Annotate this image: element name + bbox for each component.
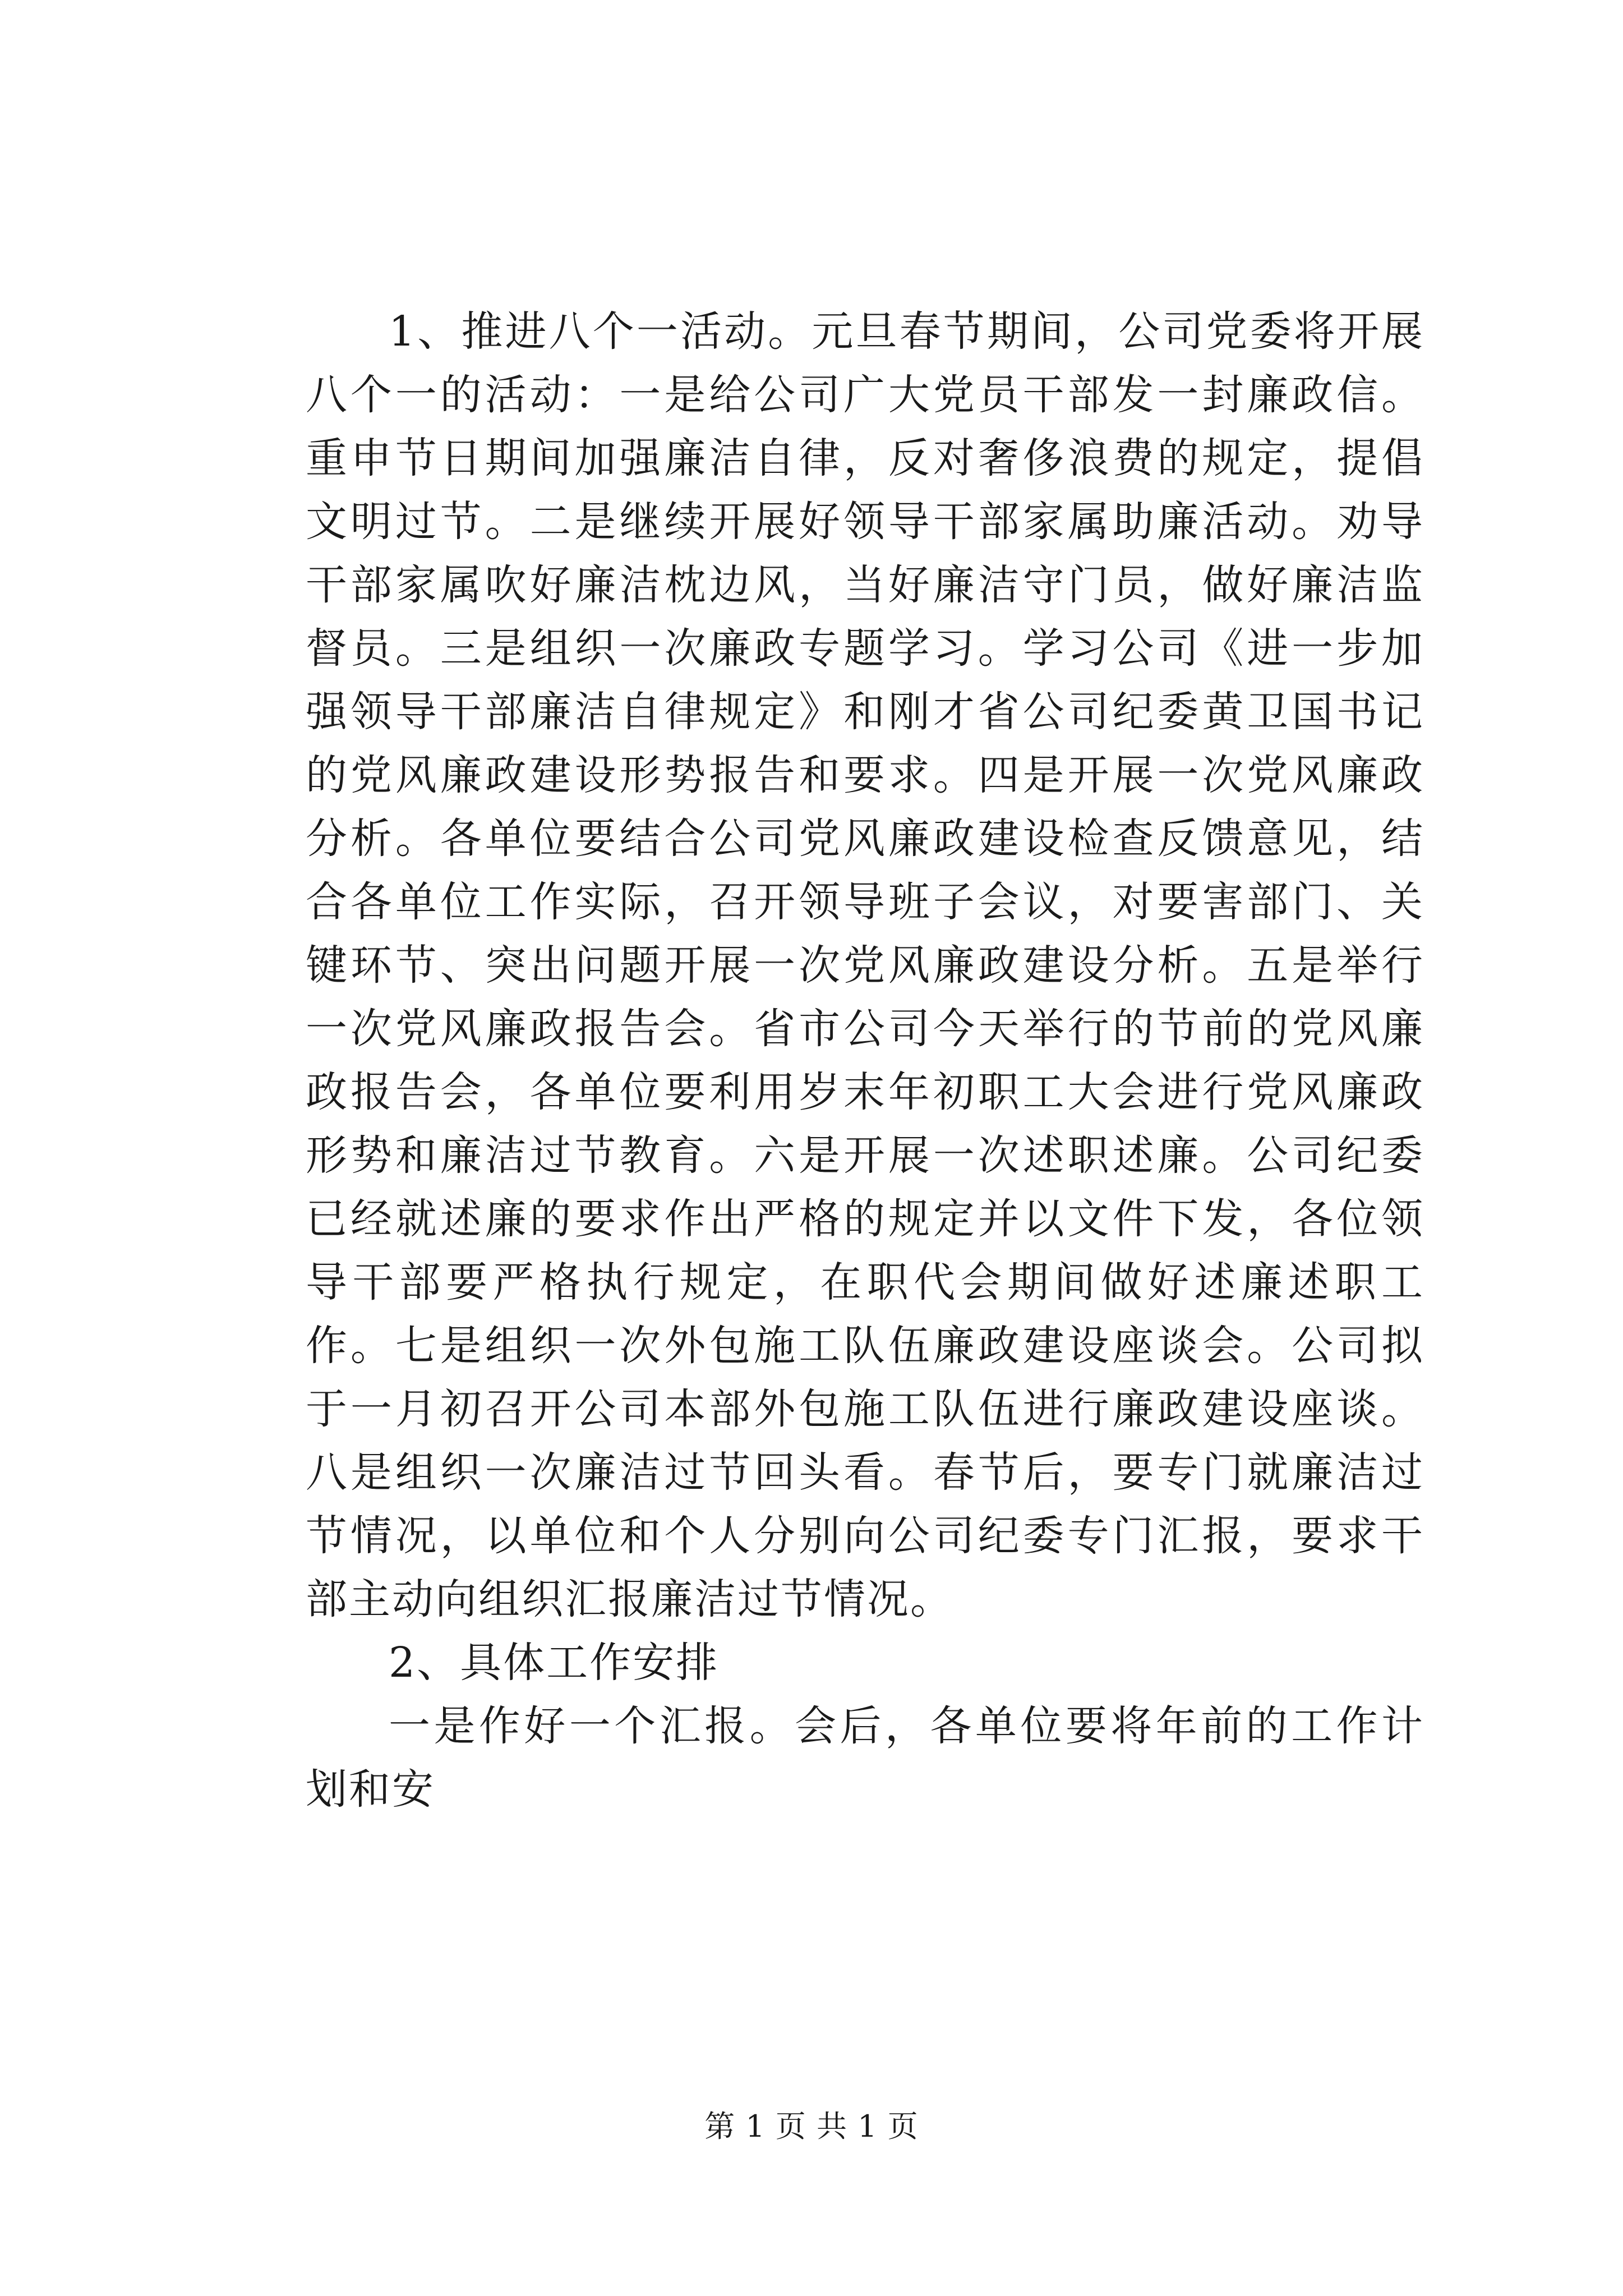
paragraph-report: 一是作好一个汇报。会后，各单位要将年前的工作计划和安 (306, 1702, 1424, 1814)
paragraph-work-arrangement-heading: 2、具体工作安排 (389, 1639, 720, 1687)
document-body (306, 300, 1424, 1821)
paragraph-activities: 1、推进八个一活动。元旦春节期间，公司党委将开展八个一的活动：一是给公司广大党员干部发一封廉政信。重申节日期间加强廉洁自律，反对奢侈浪费的规定，提倡文明过节。二是继续开展好领导干部家属助廉活动。劝导干部家属吹好廉洁枕边风，当好廉洁守门员，做好廉洁监督员。三是组织一次廉政专题学习。学习公司《进一步加强领导干部廉洁自律规定》和刚才省公司纪委黄卫国书记的党风廉政建设形势报告和要求。四是开展一次党风廉政分析。各单位要结合公司党风廉政建设检查反馈意见，结合各单位工作实际，召开领导班子会议，对要害部门、关键环节、突出问题开展一次党风廉政建设分析。五是举行一次党风廉政报告会。省市公司今天举行的节前的党风廉政报告会，各单位要利用岁末年初职工大会进行党风廉政形势和廉洁过节教育。六是开展一次述职述廉。公司纪委已经就述廉的要求作出严格的规定并以文件下发，各位领导干部要严格执行规定，在职代会期间做好述廉述职工作。七是组织一次外包施工队伍廉政建设座谈会。公司拟于一月初召开公司本部外包施工队伍进行廉政建设座谈。八是组织一次廉洁过节回头看。春节后，要专门就廉洁过节情况，以单位和个人分别向公司纪委专门汇报，要求干部主动向组织汇报廉洁过节情况。 (306, 307, 1424, 1623)
page-footer: 第 1 页 共 1 页 (704, 2109, 919, 2144)
